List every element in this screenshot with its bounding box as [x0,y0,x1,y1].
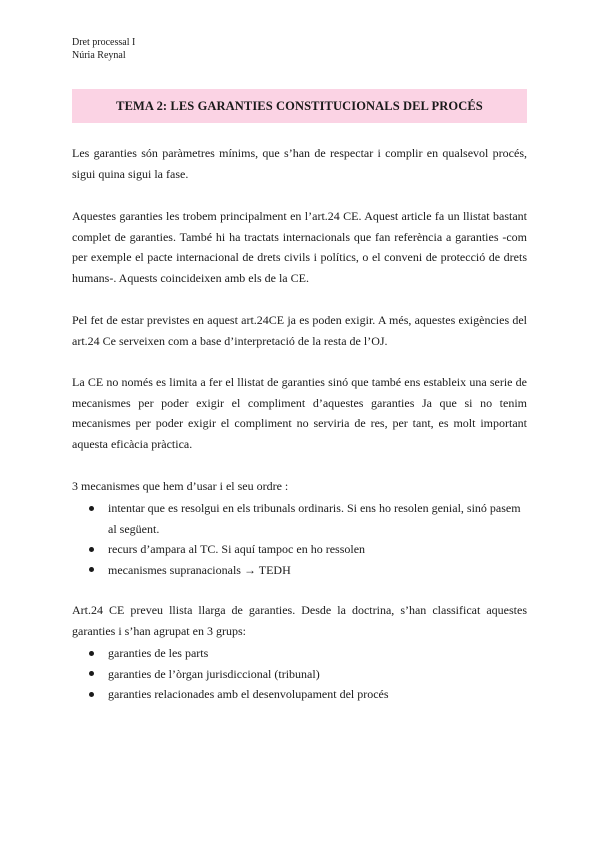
list-item-text: mecanismes supranacionals → TEDH [108,562,291,577]
bullet-icon [89,506,94,511]
page-header [72,36,135,62]
list-item [72,498,527,539]
bullet-icon [89,692,94,697]
bullet-icon [89,547,94,552]
paragraph-mechanisms: La CE no només es limita a fer el llistat de garanties sinó que també ens estableix una serie de mecanismes per poder exigir el compliment d’aquestes garanties Ja que si no tenim mecanismes per poder exigir el compliment no serviria de res, per tant, es molt important aquesta eficàcia pràctica. [72,375,527,451]
list-item [72,664,527,685]
bullet-icon [89,671,94,676]
list-item-text: garanties relacionades amb el desenvolupament del procés [108,687,389,701]
list-item [72,560,527,581]
bullet-icon [89,651,94,656]
title-banner [72,89,527,123]
mechanisms-list [72,498,527,580]
mechanisms-intro: 3 mecanismes que hem d’usar i el seu ordre : [72,479,289,493]
bullet-icon [89,567,94,572]
paragraph-classification: Art.24 CE preveu llista llarga de garanties. Desde la doctrina, s’han classificat aquestes garanties i s’han agrupat en 3 grups: [72,603,527,638]
paragraph-intro: Les garanties són paràmetres mínims, que s’han de respectar i complir en qualsevol procés, sigui quina sigui la fase. [72,146,527,181]
list-item [72,539,527,560]
list-item-text: garanties de les parts [108,646,209,660]
list-item-text: garanties de l’òrgan jurisdiccional (tribunal) [108,666,320,681]
header-course: Dret processal I [72,37,136,48]
list-item [72,643,527,664]
header-author: Núria Reynal [72,50,126,61]
groups-list [72,643,527,705]
paragraph-exigibility: Pel fet de estar previstes en aquest art.24CE ja es poden exigir. A més, aquestes exigències del art.24 Ce serveixen com a base d’interpretació de la resta de l’OJ. [72,313,527,348]
list-item [72,684,527,705]
paragraph-art24: Aquestes garanties les trobem principalment en l’art.24 CE. Aquest article fa un llistat bastant complet de garanties. També hi ha tractats internacionals que fan referència a garanties -com per exemple el pacte internacional de drets civils i polítics, o el conveni de protecció de drets humans-. Aquests coincideixen amb els de la CE. [72,209,527,285]
page-title: TEMA 2: LES GARANTIES CONSTITUCIONALS DEL PROCÉS [116,98,483,113]
list-item-text: recurs d’ampara al TC. Si aquí tampoc en ho ressolen [108,542,366,556]
list-item-text: intentar que es resolgui en els tribunals ordinaris. Si ens ho resolen genial, sinó pasem al següent. [108,501,521,536]
